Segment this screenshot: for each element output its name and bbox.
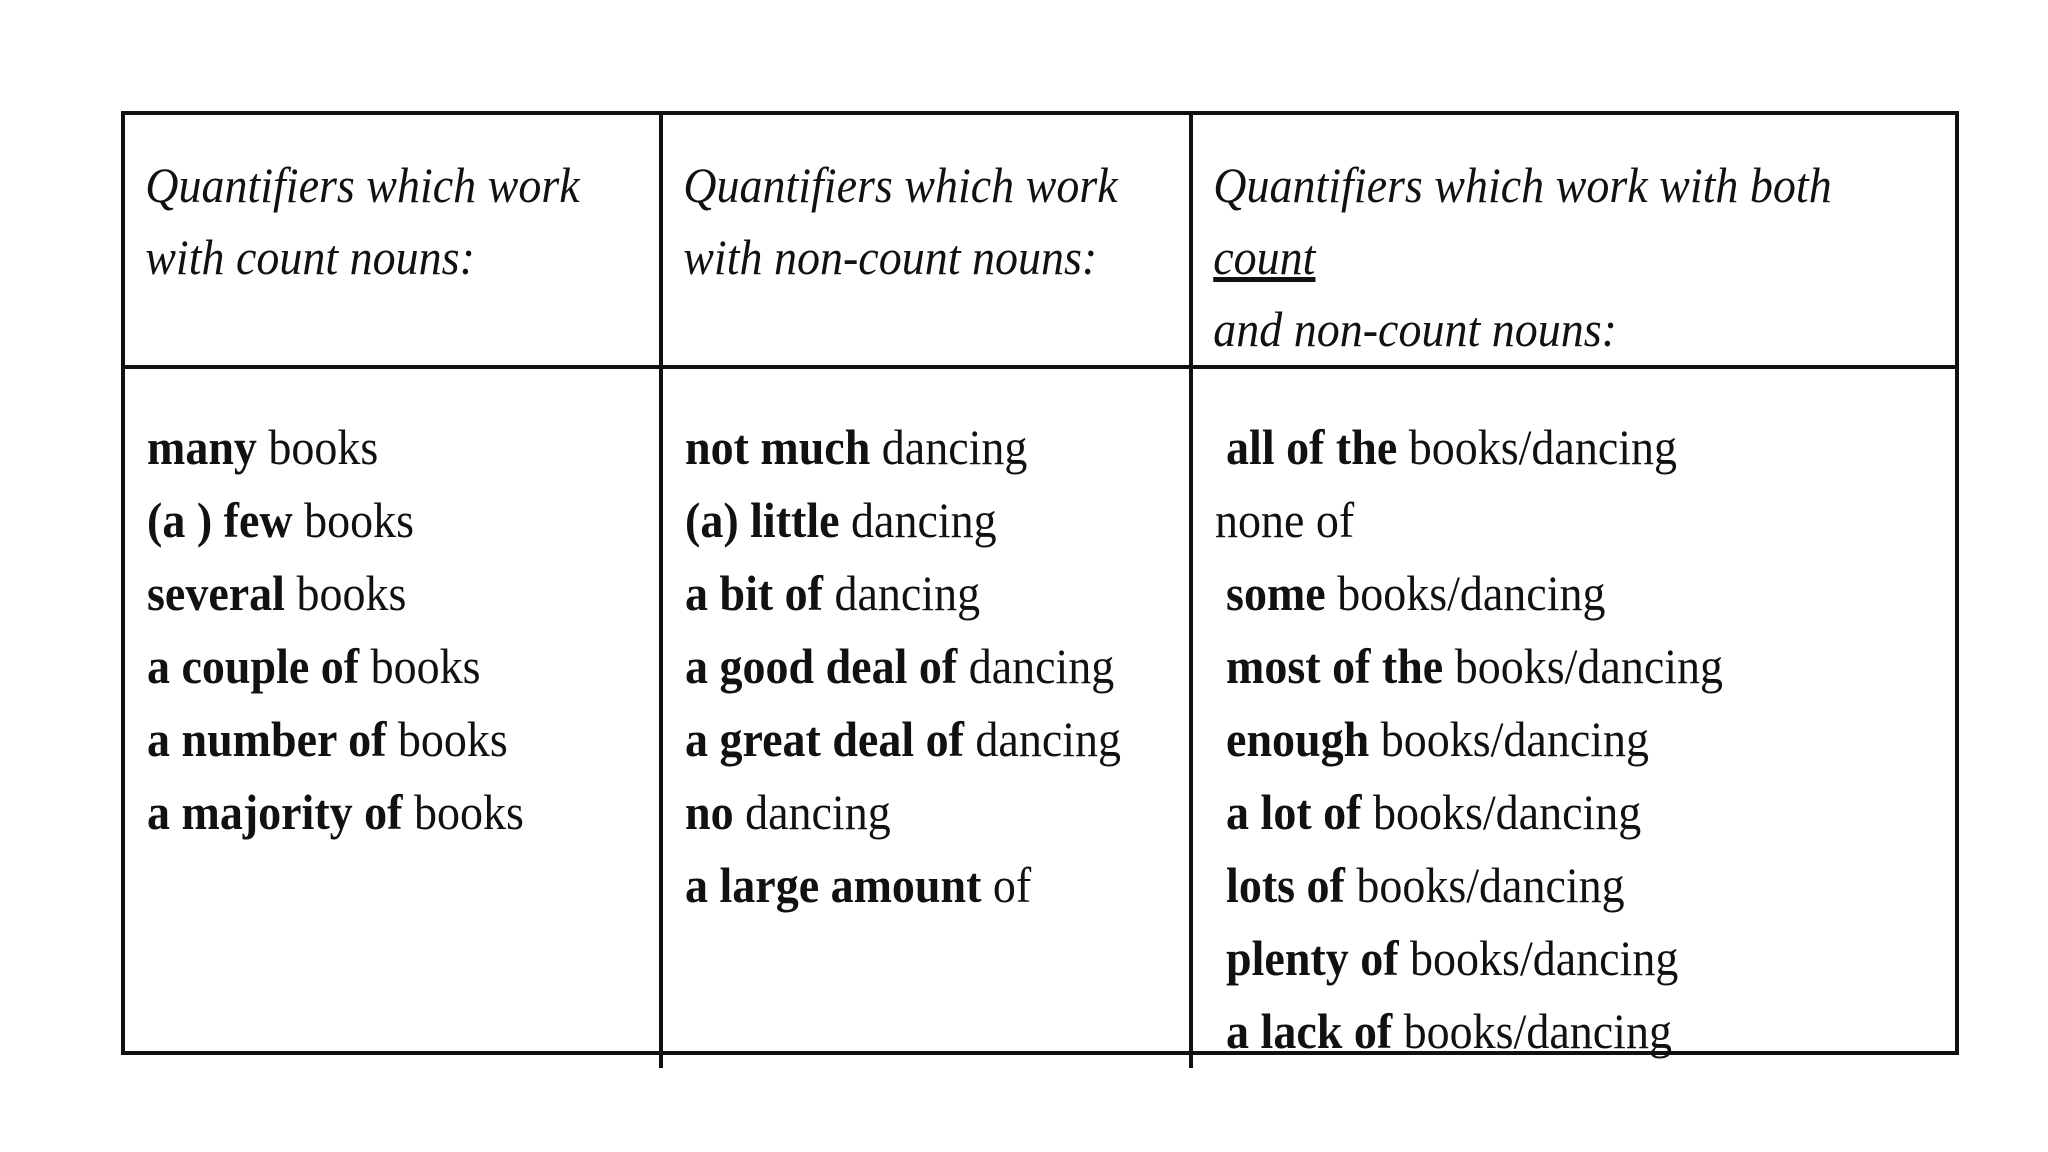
list-item bbox=[685, 411, 1139, 484]
quantifier-term: a good deal of bbox=[685, 638, 958, 694]
noun-text: books/dancing bbox=[1361, 784, 1642, 840]
both-nouns-list bbox=[1215, 411, 1945, 1068]
list-item bbox=[685, 703, 1139, 776]
list-item bbox=[1215, 411, 1887, 484]
list-item bbox=[147, 776, 609, 849]
list-item bbox=[685, 630, 1139, 703]
list-item bbox=[147, 703, 609, 776]
list-item bbox=[147, 484, 609, 557]
noun-text: books/dancing bbox=[1398, 930, 1679, 986]
list-item bbox=[147, 557, 609, 630]
header-noncount-line1: Quantifiers which work bbox=[683, 157, 1118, 213]
noun-text: dancing bbox=[963, 711, 1122, 767]
noun-text: dancing bbox=[839, 492, 997, 548]
header-both-underlined: count bbox=[1213, 229, 1316, 285]
quantifier-term: (a) little bbox=[685, 492, 840, 548]
noun-text: dancing bbox=[870, 419, 1028, 475]
noun-text: books/dancing bbox=[1344, 857, 1625, 913]
list-item bbox=[1215, 995, 1887, 1068]
noun-text: of bbox=[981, 857, 1032, 913]
quantifier-term: several bbox=[147, 565, 285, 621]
noun-text: books/dancing bbox=[1392, 1003, 1672, 1059]
header-count-line2: with count nouns: bbox=[145, 229, 475, 285]
quantifier-term: many bbox=[147, 419, 257, 475]
body-row bbox=[125, 367, 1955, 1068]
list-item bbox=[147, 411, 609, 484]
quantifier-term: some bbox=[1226, 565, 1326, 621]
quantifier-term: no bbox=[685, 784, 734, 840]
list-item bbox=[1215, 703, 1887, 776]
noun-text: books bbox=[256, 419, 379, 475]
header-row bbox=[125, 115, 1955, 367]
quantifier-term: a couple of bbox=[147, 638, 360, 694]
noun-text: books/dancing bbox=[1443, 638, 1724, 694]
quantifier-term: a lot of bbox=[1226, 784, 1362, 840]
list-item bbox=[685, 557, 1139, 630]
noncount-nouns-list bbox=[685, 411, 1179, 922]
quantifier-term: all of the bbox=[1226, 419, 1398, 475]
quantifier-term: a large amount bbox=[685, 857, 982, 913]
quantifier-term: a majority of bbox=[147, 784, 403, 840]
noun-text: none of bbox=[1215, 492, 1355, 548]
list-item bbox=[1215, 630, 1887, 703]
header-both-line1: Quantifiers which work with both bbox=[1213, 157, 1832, 213]
quantifiers-table-frame bbox=[121, 111, 1959, 1059]
quantifier-term: a number of bbox=[147, 711, 387, 767]
list-item bbox=[685, 484, 1139, 557]
list-item bbox=[1215, 776, 1887, 849]
header-count-line1: Quantifiers which work bbox=[145, 157, 580, 213]
header-count-text bbox=[125, 115, 616, 293]
count-nouns-cell bbox=[125, 367, 661, 1068]
list-item bbox=[1215, 557, 1887, 630]
noun-text: books bbox=[292, 492, 415, 548]
quantifier-term: plenty of bbox=[1226, 930, 1399, 986]
noun-text: books/dancing bbox=[1325, 565, 1606, 621]
list-item bbox=[1215, 849, 1887, 922]
noncount-nouns-cell bbox=[661, 367, 1191, 1068]
header-noncount-line2: with non-count nouns: bbox=[683, 229, 1098, 285]
noun-text: books bbox=[402, 784, 524, 840]
header-count-nouns bbox=[125, 115, 661, 367]
header-both-nouns bbox=[1191, 115, 1955, 367]
list-item bbox=[147, 630, 609, 703]
header-both-text bbox=[1193, 115, 1894, 365]
quantifier-term: most of the bbox=[1226, 638, 1444, 694]
noun-text: books/dancing bbox=[1369, 711, 1650, 767]
noun-text: books bbox=[359, 638, 481, 694]
noun-text: books bbox=[284, 565, 407, 621]
list-item bbox=[685, 776, 1139, 849]
quantifiers-table bbox=[125, 115, 1955, 1068]
both-nouns-cell bbox=[1191, 367, 1955, 1068]
quantifier-term: a great deal of bbox=[685, 711, 964, 767]
noun-text: dancing bbox=[733, 784, 891, 840]
list-item bbox=[685, 849, 1139, 922]
quantifier-term: a bit of bbox=[685, 565, 823, 621]
count-nouns-list bbox=[147, 411, 649, 849]
noun-text: books/dancing bbox=[1397, 419, 1678, 475]
noun-text: dancing bbox=[957, 638, 1115, 694]
header-noncount-nouns bbox=[661, 115, 1191, 367]
list-item bbox=[1215, 922, 1887, 995]
quantifier-term: lots of bbox=[1226, 857, 1345, 913]
noun-text: books bbox=[386, 711, 508, 767]
quantifier-term: (a ) few bbox=[147, 492, 293, 548]
header-noncount-text bbox=[663, 115, 1147, 293]
noun-text: dancing bbox=[823, 565, 981, 621]
list-item bbox=[1215, 484, 1887, 557]
quantifier-term: a lack of bbox=[1226, 1003, 1393, 1059]
quantifier-term: enough bbox=[1226, 711, 1370, 767]
quantifier-term: not much bbox=[685, 419, 871, 475]
header-both-line2: and non-count nouns: bbox=[1213, 301, 1617, 357]
